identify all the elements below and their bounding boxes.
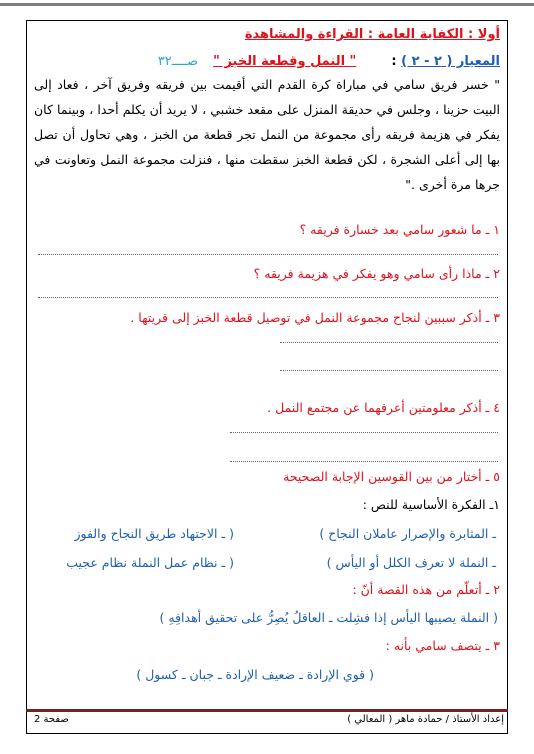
question-4: ٤ ـ أذكر معلومتين أعرفهما عن مجتمع النمل . [267, 400, 500, 415]
question-5-2: ٢ ـ أتعلّم من هذه القصة أنّ : [352, 582, 500, 597]
q5-1-option-d: ـ النملة لا تعرف الكلل أو اليأس ) [326, 555, 496, 570]
q5-1-option-a: ( ـ الاجتهاد طريق النجاح والفوز [74, 526, 234, 541]
answer-line [280, 342, 498, 343]
standard-line [158, 54, 500, 70]
standard-label: المعيار ( ٢ - ٢ ) [401, 54, 500, 69]
answer-line [280, 370, 498, 371]
q5-1-option-b: ـ المثابرة والإصرار عاملان النجاح ) [319, 526, 496, 541]
footer-page-number: صفحة 2 [34, 714, 69, 725]
answer-line [230, 461, 498, 462]
page-reference: صــــ٣٢ [157, 54, 199, 69]
answer-line [38, 297, 498, 298]
question-5-3: ٣ ـ يتصف سامي بأنه : [385, 638, 500, 653]
lesson-title: " النمل وقطعة الخبز " [213, 54, 357, 69]
reading-passage: " خسر فريق سامي في مباراة كرة القدم التي أقيمت بين فريقه وفريق آخر ، فعاد إلى البيت حزينا ، وجلس في حديقة المنزل على مقعد خشبي ، لا يريد أن يكلم أحدا ، وبينما كان يفكر في هزيمة فريقه رأى مجموعة من النمل تجر قطعة من الخبز ، وهي تحاول أن تصل بها إلى أعلى الشجرة ، لكن قطعة الخبز سقطت منها ، فنزلت مجموعة النمل وتعاونت في جرها مرة أخرى ." [34, 77, 500, 192]
q5-3-options: ( قوي الإرادة ـ ضعيف الإرادة ـ جبان ـ كسول ) [136, 667, 374, 682]
question-2: ٢ ـ ماذا رأى سامي وهو يفكر في هزيمة فريقه ؟ [253, 266, 500, 281]
q5-2-options: ( النملة يصيبها اليأس إذا فشِلت ـ العاقلُ يُصِرُّ على تحقيق أهدافِهِ ) [159, 610, 498, 625]
footer-author: إعداد الأستاذ / حمادة ماهر ( المعالي ) [347, 714, 504, 725]
answer-line [230, 432, 498, 433]
q5-1-option-c: ( ـ نظام عمل النملة نظام عجيب [66, 555, 234, 570]
question-1: ١ ـ ما شعور سامي بعد خسارة فريقه ؟ [299, 222, 500, 237]
answer-line [38, 254, 498, 255]
standard-colon: : [391, 54, 397, 69]
section-title: أولا : الكفاية العامة : القراءة والمشاهدة [244, 27, 500, 42]
footer-rule [26, 709, 508, 712]
question-5-1: ١ـ الفكرة الأساسية للنص : [362, 497, 500, 512]
top-rule [0, 3, 534, 6]
question-3: ٣ ـ أذكر سببين لنجاح مجموعة النمل في توصيل قطعة الخبز إلى قريتها . [130, 310, 500, 325]
question-5: ٥ ـ أختار من بين القوسين الإجابة الصحيحة [283, 469, 500, 484]
